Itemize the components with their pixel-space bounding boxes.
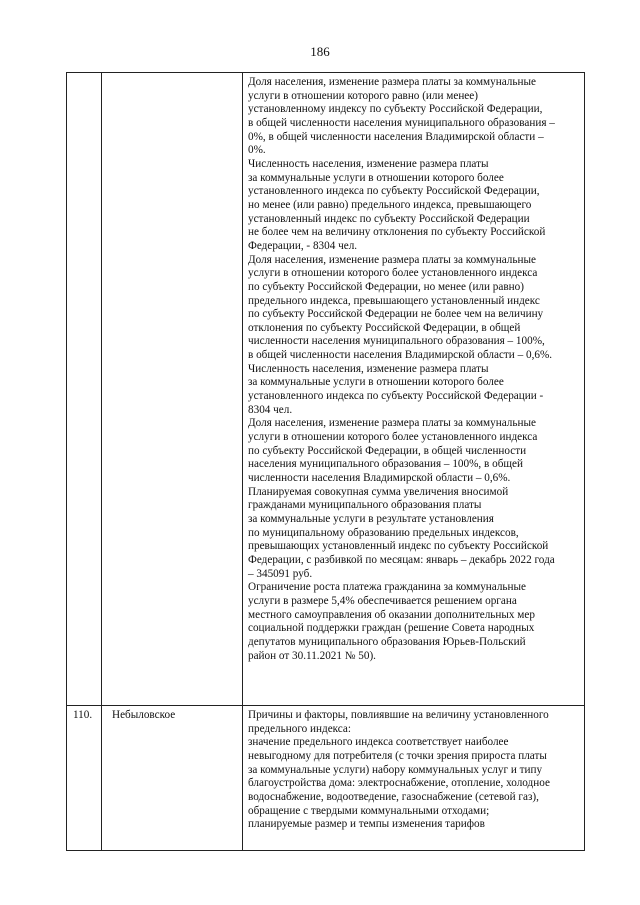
column-divider-1 bbox=[101, 73, 102, 850]
text-line: Численность населения, изменение размера платы bbox=[248, 157, 489, 170]
text-line: предельного индекса: bbox=[248, 722, 351, 735]
text-line: планируемые размер и темпы изменения тарифов bbox=[248, 818, 485, 831]
data-table bbox=[66, 72, 585, 851]
text-line: установленный индекс по субъекту Российской Федерации bbox=[248, 212, 530, 225]
text-line: за коммунальные услуги в отношении которого более bbox=[248, 376, 504, 389]
page-number: 186 bbox=[310, 44, 330, 59]
text-line: отклонения по субъекту Российской Федерации, в общей bbox=[248, 321, 521, 334]
text-line: по субъекту Российской Федерации, но менее (или равно) bbox=[248, 280, 524, 293]
text-line: гражданами муниципального образования платы bbox=[248, 499, 482, 512]
text-line: район от 30.11.2021 № 50). bbox=[248, 649, 376, 662]
row-divider bbox=[67, 705, 584, 706]
text-line: не более чем на величину отклонения по субъекту Российской bbox=[248, 226, 546, 239]
text-line: за коммунальные услуги в отношении которого более bbox=[248, 171, 504, 184]
text-line: за коммунальные услуги в результате установления bbox=[248, 513, 494, 525]
row-2-number: 110. bbox=[73, 709, 93, 721]
text-line: значение предельного индекса соответствует наиболее bbox=[248, 736, 509, 749]
text-line: за коммунальные услуги) набору коммунальных услуг и типу bbox=[248, 763, 543, 776]
column-divider-2 bbox=[242, 73, 243, 850]
text-line: Доля населения, изменение размера платы за коммунальные bbox=[248, 253, 536, 266]
text-line: услуги в отношении которого более установленного индекса bbox=[248, 267, 538, 280]
row-1-description bbox=[248, 76, 584, 663]
text-line: Планируемая совокупная сумма увеличения вносимой bbox=[248, 485, 509, 498]
text-line: обращение с твердыми коммунальными отходами; bbox=[248, 804, 490, 817]
text-line: услуги в отношении которого более установленного индекса bbox=[248, 431, 538, 444]
text-line: в общей численности населения муниципального образования – bbox=[248, 116, 555, 129]
text-line: местного самоуправления об оказании дополнительных мер bbox=[248, 608, 535, 621]
row-2-description bbox=[248, 709, 584, 832]
text-line: – 345091 руб. bbox=[248, 567, 313, 580]
text-line: невыгодному для потребителя (с точки зрения прироста платы bbox=[248, 749, 547, 762]
text-line: но менее (или равно) предельного индекса, превышающего bbox=[248, 198, 532, 211]
text-line: водоснабжение, водоотведение, газоснабжение (сетевой газ), bbox=[248, 790, 539, 803]
row-2-municipality-name: Небыловское bbox=[112, 709, 176, 721]
text-line: численности населения Владимирской области – 0,6%. bbox=[248, 472, 511, 485]
text-line: Доля населения, изменение размера платы за коммунальные bbox=[248, 417, 536, 430]
text-line: по субъекту Российской Федерации, в общей численности bbox=[248, 444, 527, 457]
text-line: установленному индексу по субъекту Российской Федерации, bbox=[248, 103, 543, 116]
text-line: Федерации, с разбивкой по месяцам: январь – декабрь 2022 года bbox=[248, 553, 555, 566]
text-line: предельного индекса, превышающего установленный индекс bbox=[248, 294, 540, 307]
text-line: установленного индекса по субъекту Российской Федерации - bbox=[248, 390, 544, 403]
text-line: численности населения муниципального образования – 100%, bbox=[248, 335, 545, 348]
text-line: Причины и факторы, повлиявшие на величину установленного bbox=[248, 709, 549, 721]
text-line: превышающих установленный индекс по субъекту Российской bbox=[248, 540, 549, 553]
text-line: благоустройства дома: электроснабжение, отопление, холодное bbox=[248, 777, 550, 790]
text-line: 8304 чел. bbox=[248, 403, 293, 416]
text-line: услуги в размере 5,4% обеспечивается решением органа bbox=[248, 594, 517, 607]
text-line: по субъекту Российской Федерации не более чем на величину bbox=[248, 308, 544, 321]
text-line: населения муниципального образования – 100%, в общей bbox=[248, 458, 523, 471]
text-line: Численность населения, изменение размера платы bbox=[248, 362, 489, 375]
text-line: Доля населения, изменение размера платы за коммунальные bbox=[248, 76, 536, 88]
text-line: Федерации, - 8304 чел. bbox=[248, 239, 358, 252]
text-line: в общей численности населения Владимирской области – 0,6%. bbox=[248, 349, 553, 362]
text-line: 0%, в общей численности населения Владимирской области – bbox=[248, 130, 544, 143]
text-line: депутатов муниципального образования Юрьев-Польский bbox=[248, 635, 526, 648]
text-line: социальной поддержки граждан (решение Совета народных bbox=[248, 622, 535, 635]
text-line: 0%. bbox=[248, 144, 266, 157]
text-line: услуги в отношении которого равно (или менее) bbox=[248, 89, 478, 102]
text-line: установленного индекса по субъекту Российской Федерации, bbox=[248, 185, 540, 198]
text-line: по муниципальному образованию предельных индексов, bbox=[248, 526, 519, 539]
text-line: Ограничение роста платежа гражданина за коммунальные bbox=[248, 581, 526, 594]
